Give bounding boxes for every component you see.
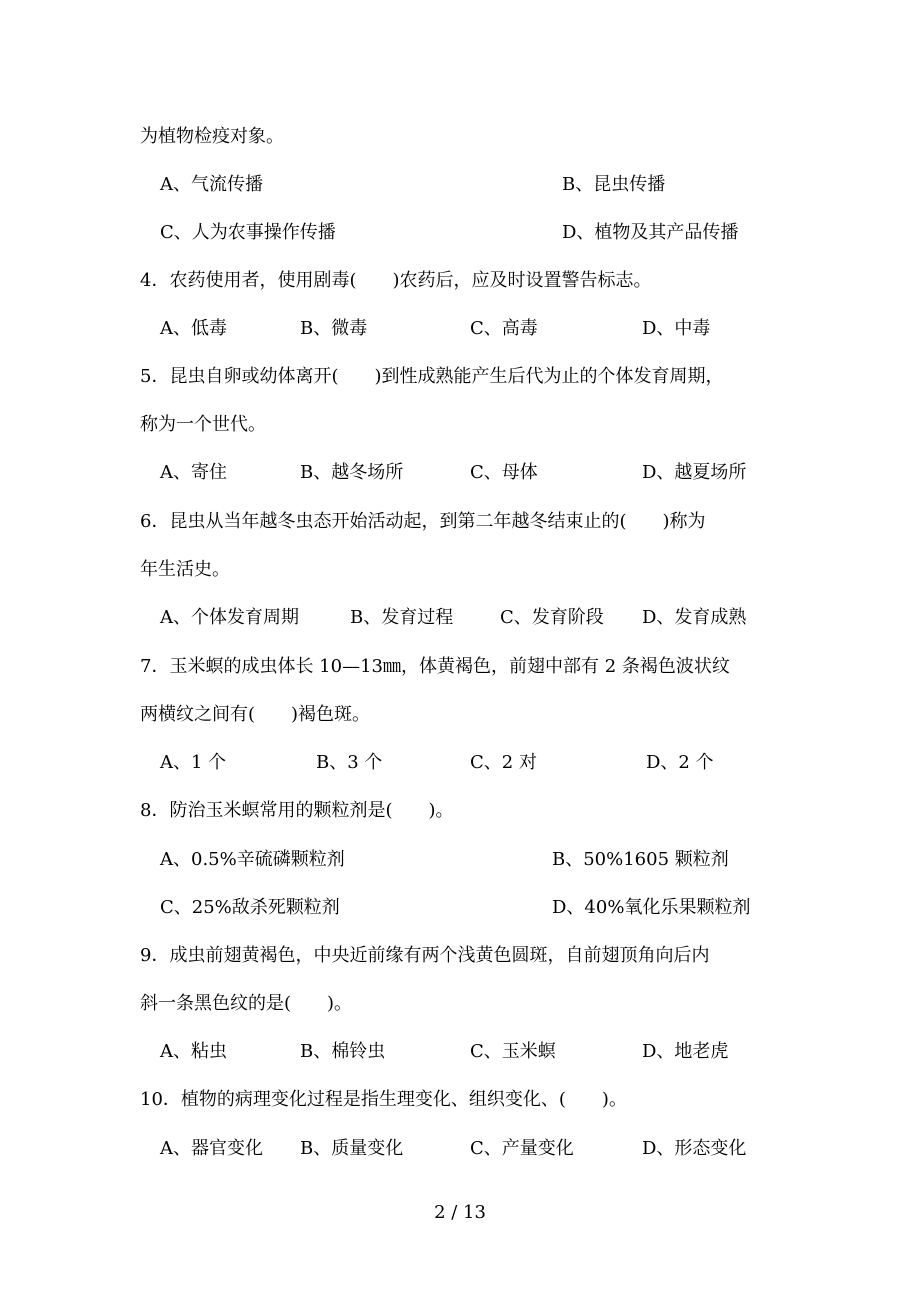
q8-option-c: C、25%敌杀死颗粒剂 (160, 897, 340, 918)
q5-question-line-2 (0, 410, 920, 440)
q3-option-d: D、植物及其产品传播 (562, 222, 739, 243)
q7-question-line-2 (0, 700, 920, 730)
q7-option-c: C、2 对 (470, 752, 537, 773)
q9-text-1: 9．成虫前翅黄褐色，中央近前缘有两个浅黄色圆斑，自前翅顶角向后内 (140, 945, 710, 966)
q9-question-line-1 (0, 941, 920, 971)
q10-text: 10．植物的病理变化过程是指生理变化、组织变化、( )。 (140, 1089, 627, 1110)
q8-options-row-2 (0, 893, 920, 923)
q7-option-d: D、2 个 (646, 752, 714, 773)
q4-option-b: B、微毒 (300, 318, 368, 339)
q4-option-d: D、中毒 (642, 318, 711, 339)
q6-options-row (0, 603, 920, 633)
q10-option-b: B、质量变化 (300, 1138, 404, 1159)
q10-option-d: D、形态变化 (642, 1138, 747, 1159)
q6-option-a: A、个体发育周期 (160, 607, 299, 628)
q7-option-b: B、3 个 (316, 752, 383, 773)
q10-option-c: C、产量变化 (470, 1138, 574, 1159)
q7-text-2: 两横纹之间有( )褐色斑。 (140, 704, 371, 725)
q3-option-a: A、气流传播 (160, 174, 263, 195)
q9-question-line-2 (0, 989, 920, 1019)
q6-option-c: C、发育阶段 (500, 607, 604, 628)
q6-question-line-2 (0, 555, 920, 585)
q3-options-row-1 (0, 170, 920, 200)
q8-option-b: B、50%1605 颗粒剂 (552, 849, 729, 870)
q5-text-2: 称为一个世代。 (140, 414, 266, 435)
q5-option-d: D、越夏场所 (642, 462, 747, 483)
q10-option-a: A、器官变化 (160, 1138, 263, 1159)
q7-question-line-1 (0, 652, 920, 682)
q4-option-c: C、高毒 (470, 318, 538, 339)
q3-option-b: B、昆虫传播 (562, 174, 666, 195)
q6-question-line-1 (0, 507, 920, 537)
q10-question (0, 1085, 920, 1115)
q4-question (0, 266, 920, 296)
q7-text-1: 7．玉米螟的成虫体长 10—13㎜，体黄褐色，前翅中部有 2 条褐色波状纹 (140, 656, 730, 677)
q3-continuation (0, 122, 920, 152)
page-number: 2 / 13 (434, 1202, 486, 1223)
q3-options-row-2 (0, 218, 920, 248)
q8-text: 8．防治玉米螟常用的颗粒剂是( )。 (140, 800, 454, 821)
q5-text-1: 5．昆虫自卵或幼体离开( )到性成熟能产生后代为止的个体发育周期， (140, 366, 724, 387)
q4-text: 4．农药使用者，使用剧毒( )农药后，应及时设置警告标志。 (140, 270, 652, 291)
q6-option-b: B、发育过程 (350, 607, 454, 628)
q9-option-d: D、地老虎 (642, 1041, 729, 1062)
q5-option-b: B、越冬场所 (300, 462, 404, 483)
q9-option-c: C、玉米螟 (470, 1041, 556, 1062)
q9-options-row (0, 1037, 920, 1067)
q9-text-2: 斜一条黑色纹的是( )。 (140, 993, 353, 1014)
q8-question (0, 796, 920, 826)
q5-question-line-1 (0, 362, 920, 392)
q7-option-a: A、1 个 (160, 752, 227, 773)
q8-option-d: D、40%氧化乐果颗粒剂 (552, 897, 751, 918)
q9-option-a: A、粘虫 (160, 1041, 227, 1062)
q7-options-row (0, 748, 920, 778)
q6-text-2: 年生活史。 (140, 559, 230, 580)
q4-option-a: A、低毒 (160, 318, 227, 339)
q5-option-c: C、母体 (470, 462, 538, 483)
q4-options-row (0, 314, 920, 344)
q8-options-row-1 (0, 845, 920, 875)
q5-options-row (0, 458, 920, 488)
q10-options-row (0, 1134, 920, 1164)
q6-text-1: 6．昆虫从当年越冬虫态开始活动起，到第二年越冬结束止的( )称为 (140, 511, 706, 532)
q3-text-tail: 为植物检疫对象。 (140, 126, 284, 147)
q3-option-c: C、人为农事操作传播 (160, 222, 336, 243)
q5-option-a: A、寄住 (160, 462, 227, 483)
q6-option-d: D、发育成熟 (642, 607, 747, 628)
q9-option-b: B、棉铃虫 (300, 1041, 386, 1062)
q8-option-a: A、0.5%辛硫磷颗粒剂 (160, 849, 345, 870)
